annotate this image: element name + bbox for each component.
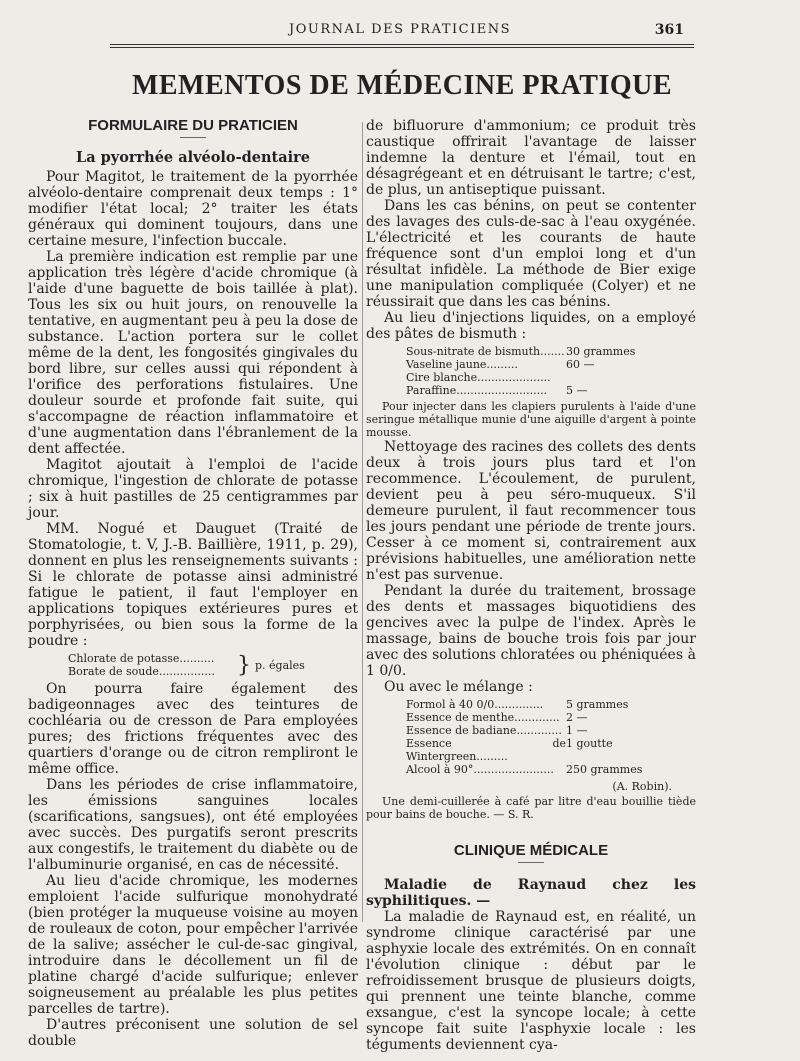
paragraph: de bifluorure d'ammonium; ce produit très caustique offrirait l'avantage de laisser indemne la denture et l'émail, tout en désagrégeant et en détruisant le tartre; c'est, de plus, un antiseptique puissant. bbox=[366, 118, 696, 198]
formula-row: Paraffine.......................... 5 — bbox=[406, 384, 588, 397]
section-rule bbox=[518, 862, 544, 863]
formula-mouthwash bbox=[406, 698, 696, 776]
formula-chlorate bbox=[68, 652, 358, 678]
article-heading: Maladie de Raynaud chez les syphilitiques. — bbox=[366, 877, 696, 909]
formula-row: Cire blanche..................... bbox=[406, 371, 551, 384]
formula-item: Chlorate de potasse.......... bbox=[68, 652, 215, 665]
brace: } bbox=[237, 652, 251, 678]
paragraph: Au lieu d'injections liquides, on a employé des pâtes de bismuth : bbox=[366, 310, 696, 342]
paragraph: Dans les périodes de crise inflammatoire, les émissions sanguines locales (scarifications, sangsues), ont été employées avec succès. Des purgatifs seront prescrits aux congestifs, le traitement du diabète ou de l'albuminurie organisé, en cas de nécessité. bbox=[28, 777, 358, 873]
formula-row: Alcool à 90°....................... 250 grammes bbox=[406, 763, 643, 776]
paragraph: Ou avec le mélange : bbox=[384, 679, 533, 695]
formula-row: Vaseline jaune......... 60 — bbox=[406, 358, 595, 371]
formula-item: Borate de soude................ bbox=[68, 665, 215, 678]
formula-row: Essence de badiane............. 1 — bbox=[406, 724, 588, 737]
formula-row: Essence de Wintergreen......... 1 goutte bbox=[406, 737, 613, 763]
paragraph: La première indication est remplie par une application très légère d'acide chromique (à l'aide d'une baguette de bois taillée à plat). Tous les six ou huit jours, on renouvelle la tentative, en augmentant peu à peu la dose de substance. L'action portera sur le collet même de la dent, les fongosités gingivales du bord libre, sur celles aussi qui répondent à l'orifice des perforations fistulaires. Une douleur sourde et profonde fait suite, qui s'accompagne de réaction inflammatoire et d'une augmentation dans l'ébranlement de la dent affectée. bbox=[28, 249, 358, 457]
header-rule bbox=[110, 44, 694, 45]
journal-title: JOURNAL DES PRATICIENS bbox=[289, 22, 511, 37]
formula-bismuth bbox=[406, 345, 696, 397]
paragraph: Nettoyage des racines des collets des dents deux à trois jours plus tard et l'on recommence. L'écoulement, de purulent, devient peu à peu séro-muqueux. S'il demeure purulent, il faut recommencer tous les jours pendant une période de trente jours. Cesser à ce moment si, contrairement aux prévisions habituelles, une amélioration nette n'est pas survenue. bbox=[366, 439, 696, 583]
paragraph: On pourra faire également des badigeonnages avec des teintures de cochléaria ou de cresson de Para employées pures; des frictions fréquentes avec des quartiers d'orange ou de citron rempliront le même office. bbox=[28, 681, 358, 777]
paragraph: MM. Nogué et Dauguet (Traité de Stomatologie, t. V, J.-B. Baillière, 1911, p. 29), donnent en plus les renseignements suivants : Si le chlorate de potasse ainsi administré fatigue le patient, il faut l'employer en applications topiques extérieures pures et porphyrisées, ou bien sous la forme de la poudre : bbox=[28, 521, 358, 649]
subsection-heading: La pyorrhée alvéolo-dentaire bbox=[76, 149, 310, 166]
formula-quantity: p. égales bbox=[255, 658, 305, 672]
right-column bbox=[366, 118, 696, 1053]
column-divider bbox=[362, 122, 363, 922]
note: Pour injecter dans les clapiers purulents à l'aide d'une seringue métallique munie d'une aiguille d'argent à pointe mousse. bbox=[366, 400, 696, 439]
formula-row: Essence de menthe............. 2 — bbox=[406, 711, 588, 724]
page-title: MEMENTOS DE MÉDECINE PRATIQUE bbox=[131, 70, 673, 101]
formula-row: Sous-nitrate de bismuth....... 30 grammes bbox=[406, 345, 636, 358]
section-heading: CLINIQUE MÉDICALE bbox=[453, 842, 609, 859]
page-number: 361 bbox=[654, 22, 684, 38]
left-column bbox=[28, 118, 358, 1049]
section-heading: FORMULAIRE DU PRATICIEN bbox=[88, 117, 298, 134]
paragraph: Pendant la durée du traitement, brossage des dents et massages biquotidiens des gencives avec la pulpe de l'index. Après le massage, bains de bouche trois fois par jour avec des solutions chloratées ou phéniquées à 1 0/0. bbox=[366, 583, 696, 679]
paragraph: Dans les cas bénins, on peut se contenter des lavages des culs-de-sac à l'eau oxygénée. L'électricité et les courants de haute fréquence sont d'un emploi long et d'un résultat infidèle. La méthode de Bier exige une manipulation compliquée (Colyer) et ne réussirait que dans les cas bénins. bbox=[366, 198, 696, 310]
note: Une demi-cuillerée à café par litre d'eau bouillie tiède pour bains de bouche. — S. R. bbox=[366, 795, 696, 821]
paragraph: La maladie de Raynaud est, en réalité, un syndrome clinique caractérisé par une asphyxie locale des extrémités. On en connaît l'évolution clinique : début par le refroidissement brusque de plusieurs doigts, qui prennent une teinte blanche, comme exsangue, c'est la syncope locale; à cette syncope fait suite l'asphyxie locale : les téguments deviennent cya- bbox=[366, 909, 696, 1053]
paragraph: Magitot ajoutait à l'emploi de l'acide chromique, l'ingestion de chlorate de potasse ; six à huit pastilles de 25 centigrammes par jour. bbox=[28, 457, 358, 521]
signature: (A. Robin). bbox=[612, 780, 672, 793]
paragraph: D'autres préconisent une solution de sel double bbox=[28, 1017, 358, 1049]
paragraph: Au lieu d'acide chromique, les modernes emploient l'acide sulfurique monohydraté (bien protéger la muqueuse voisine au moyen de rouleaux de coton, pour empêcher l'arrivée de la salive; assécher le cul-de-sac gingival, introduire dans le décollement un fil de platine chargé d'acide sulfurique; enlever soigneusement au préalable les plus petites parcelles de tartre). bbox=[28, 873, 358, 1017]
paragraph: Pour Magitot, le traitement de la pyorrhée alvéolo-dentaire comprenait deux temps : 1° modifier l'état local; 2° traiter les états généraux qui dominent toujours, dans une certaine mesure, l'infection buccale. bbox=[28, 169, 358, 249]
header-rule-thin bbox=[110, 47, 694, 48]
section-rule bbox=[180, 137, 206, 138]
running-header bbox=[0, 22, 800, 40]
formula-row: Formol à 40 0/0.............. 5 grammes bbox=[406, 698, 629, 711]
